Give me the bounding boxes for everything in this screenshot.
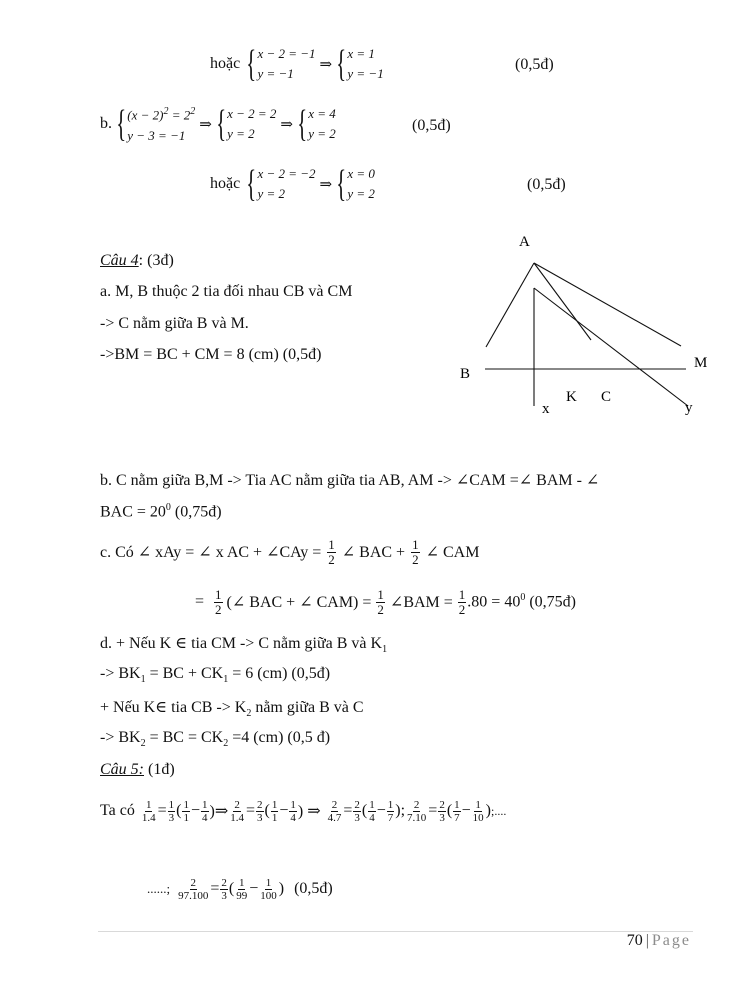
implies-arrow: ⇒ — [319, 176, 333, 193]
cau4-d1: d. + Nếu K ∈ tia CM -> C nằm giữa B và $K_1$ — [100, 635, 388, 656]
word-hoac: hoặc — [210, 175, 241, 192]
fraction: $\frac{1}{1.4}$ — [141, 798, 156, 824]
fraction: $\frac{1}{3}$ — [168, 798, 175, 824]
cau4-a1: a. M, B thuộc 2 tia đối nhau CB và CM — [100, 283, 353, 300]
fraction-half: $\frac{1}{2}$ — [215, 586, 222, 617]
fraction: $\frac{2}{3}$ — [354, 798, 360, 824]
fraction: $\frac{2}{3}$ — [221, 876, 227, 902]
system-3 — [297, 104, 336, 144]
fraction: $\frac{1}{1}$ — [183, 798, 189, 824]
fraction: $\frac{2}{3}$ — [439, 798, 445, 824]
page-word: Page — [651, 932, 691, 949]
footer-divider — [98, 931, 693, 932]
fraction: $\frac{2}{97.100}$ — [178, 876, 209, 902]
page-number: 70 — [626, 932, 643, 949]
sys-line: x = 1 — [347, 46, 375, 61]
page-separator: | — [645, 932, 649, 949]
brace-icon: { — [297, 103, 308, 145]
cau4-d4: -> $BK_2$ = BC = $CK_2 =4$ (cm) (0,5 đ) — [100, 729, 331, 750]
fraction-half: $\frac{1}{2}$ — [458, 586, 466, 617]
line-1 — [210, 40, 384, 88]
ray-AB — [486, 263, 534, 347]
system-1 — [246, 44, 315, 84]
sys-line: y − 3 = −1 — [127, 127, 186, 143]
label-y: y — [685, 400, 693, 416]
cau4-a2: -> C nằm giữa B và M. — [100, 315, 249, 332]
page-footer — [627, 932, 691, 950]
sys-line: y = 2 — [257, 186, 285, 201]
system-2 — [336, 44, 384, 84]
fraction: $\frac{1}{100}$ — [260, 876, 277, 902]
line-2 — [100, 100, 336, 148]
label-A: A — [519, 234, 530, 250]
label-B: B — [460, 366, 471, 382]
cau4-b1: b. C nằm giữa B,M -> Tia AC nằm giữa tia AB, AM -> ∠CAM =∠ BAM - ∠ — [100, 472, 600, 489]
system-2 — [336, 164, 375, 204]
implies-arrow: ⇒ — [199, 116, 212, 133]
sys-line: y = −1 — [347, 66, 384, 81]
fraction: $\frac{1}{10}$ — [472, 798, 484, 824]
brace-icon: { — [336, 163, 347, 205]
score: (0,5đ) — [527, 176, 566, 193]
brace-icon: { — [215, 103, 226, 145]
cau5-line1: Ta có $\frac{1}{1.4}$ = $\frac{1}{3}$ ( $\frac{1}{1}$ − $\frac{1}{4}$ )⇒ $\frac{2}{1.4}$ = $\frac{2}{3}$ ( $\frac{1}{1}$ − $\frac{1}{4}$ ) ⇒ $\frac{2}{4.7}$ = $\frac{2}{3}$ ( $\frac{1}{4}$ − $\frac{1}{7}$ ); $\frac{2}{7.10}$ = $\frac{2}{3}$ ( $\frac{1}{7}$ − $\frac{1}{10}$ ) ;.... — [100, 798, 507, 824]
line-3 — [210, 160, 375, 208]
system-1 — [116, 102, 195, 145]
cau4-a3: ->BM = BC + CM = 8 (cm) (0,5đ) — [100, 346, 322, 363]
geometry-figure — [455, 228, 715, 428]
cau4-d2: -> $BK_1$ = BC + $CK_1 = 6$ (cm) (0,5đ) — [100, 665, 331, 686]
cau4-d3: + Nếu K∈ tia CB -> $K_2$ nằm giữa B và C — [100, 699, 364, 720]
fraction: $\frac{2}{7.10}$ — [407, 798, 427, 824]
sys-line: y = 2 — [308, 126, 336, 141]
fraction: $\frac{2}{1.4}$ — [230, 798, 244, 824]
label-b: b. — [100, 115, 112, 132]
fraction-half: $\frac{1}{2}$ — [412, 536, 419, 567]
fraction-half: $\frac{1}{2}$ — [377, 586, 384, 617]
cau4-title: Câu 4 — [100, 252, 139, 269]
score: (0,5đ) — [412, 117, 451, 134]
cau5-title: Câu 5: — [100, 761, 144, 778]
cau5-line2: ......; $\frac{2}{97.100}$ = $\frac{2}{3}$ ( $\frac{1}{99}$ − $\frac{1}{100}$ ) (0,5đ) — [147, 876, 333, 902]
label-x: x — [542, 401, 550, 417]
fraction: $\frac{1}{1}$ — [271, 798, 278, 824]
fraction: $\frac{2}{4.7}$ — [327, 798, 342, 824]
system-1 — [246, 164, 315, 204]
sys-line: y = −1 — [257, 66, 294, 81]
cau4-heading — [100, 252, 174, 270]
cau4-c1: c. Có ∠ xAy = ∠ x AC + ∠CAy = $\frac{1}{2}$ ∠ BAC + $\frac{1}{2}$ ∠ CAM — [100, 536, 480, 567]
word-hoac: hoặc — [210, 55, 241, 72]
sys-line: y = 2 — [347, 186, 375, 201]
label-C: C — [601, 389, 612, 405]
brace-icon: { — [116, 102, 127, 145]
brace-icon: { — [246, 43, 257, 85]
implies-arrow: ⇒ — [280, 116, 293, 133]
ray-AC — [534, 263, 591, 340]
sys-line: x = 4 — [308, 106, 336, 121]
cau5-heading — [100, 761, 175, 779]
implies-arrow: ⇒ — [319, 56, 333, 73]
fraction-half: $\frac{1}{2}$ — [328, 536, 335, 567]
cau4-c2: = $\frac{1}{2}$ (∠ BAC + ∠ CAM) = $\frac{1}{2}$ ∠BAM = $\frac{1}{2}$ $.80 = 40^0$ (0,75đ) — [195, 586, 576, 617]
fraction: $\frac{1}{4}$ — [369, 798, 375, 824]
fraction: $\frac{1}{4}$ — [290, 798, 296, 824]
brace-icon: { — [336, 43, 347, 85]
label-M: M — [694, 355, 708, 371]
fraction: $\frac{1}{99}$ — [236, 876, 248, 902]
label-K: K — [566, 389, 577, 405]
sys-line: y = 2 — [227, 126, 255, 141]
fraction: $\frac{1}{4}$ — [202, 798, 208, 824]
cau4-points: : (3đ) — [138, 252, 174, 269]
fraction: $\frac{1}{7}$ — [387, 798, 394, 824]
cau5-points: (1đ) — [144, 761, 175, 778]
sys-line: $(x - 2)^2 = 2^2$ — [127, 106, 196, 123]
sys-line: x = 0 — [347, 166, 375, 181]
system-2 — [216, 104, 277, 144]
score: (0,5đ) — [515, 56, 554, 73]
sys-line: x − 2 = 2 — [227, 106, 277, 121]
sys-line: x − 2 = −2 — [257, 166, 316, 181]
fraction: $\frac{2}{3}$ — [257, 798, 263, 824]
fraction: $\frac{1}{7}$ — [454, 798, 460, 824]
brace-icon: { — [246, 163, 257, 205]
sys-line: x − 2 = −1 — [257, 46, 316, 61]
cau4-b2: BAC = $20^0$ (0,75đ) — [100, 502, 222, 521]
